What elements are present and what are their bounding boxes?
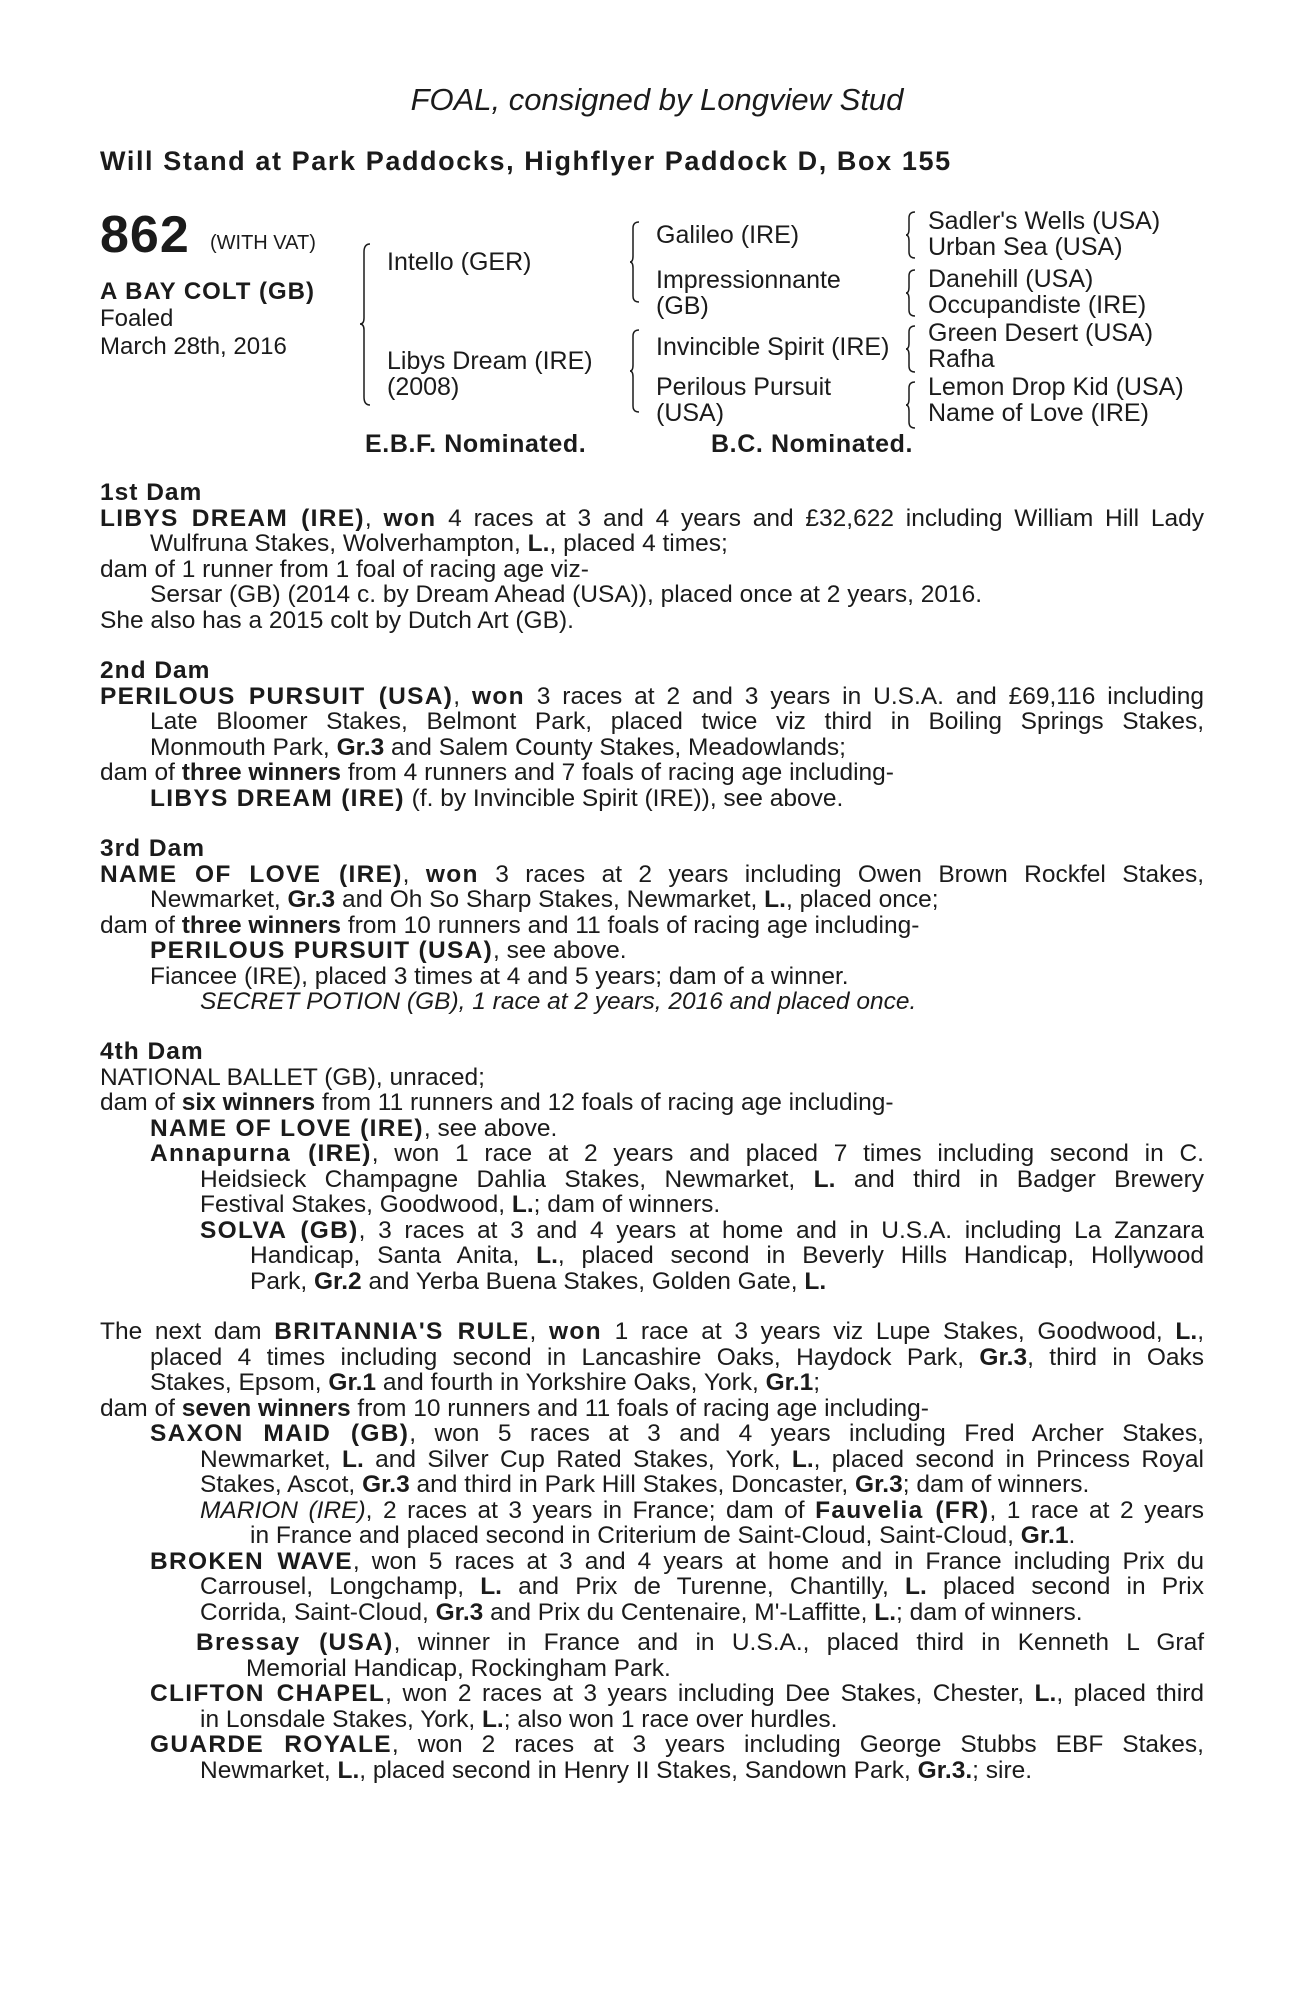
next-dam-section: The next dam BRITANNIA'S RULE, won 1 race at 3 years viz Lupe Stakes, Goodwood, L., placed 4 times including second in Lancashire Oaks, Haydock Park, Gr.3, third in Oaks Stakes, Epsom, Gr.1 and fourth in Yorkshire Oaks, York, Gr.1; dam of seven winners from 10 runners and 11 foals of racing age including- SAXON MAID (GB), won 5 races at 3 and 4 years including Fred Archer Stakes, Newmarket, L. and Silver Cup Rated Stakes, York, L., placed second in Princess Royal Stakes, Ascot, Gr.3 and third in Park Hill Stakes, Doncaster, Gr.3; dam of winners. MARION (IRE), 2 races at 3 years in France; dam of Fauvelia (FR), 1 race at 2 years in France and placed second in Criterium de Saint-Cloud, Saint-Cloud, Gr.1. BROKEN WAVE, won 5 races at 3 and 4 years at home and in France including Prix du Carrousel, Longchamp, L. and Prix de Turenne, Chantilly, L. placed second in Prix Corrida, Saint-Cloud, Gr.3 and Prix du Centenaire, M'-Laffitte, L.; dam of winners. Bressay (USA), winner in France and in U.S.A., placed third in Kenneth L Graf Memorial Handicap, Rockingham Park. CLIFTON CHAPEL, won 2 races at 3 years including Dee Stakes, Chester, L., placed third in Lonsdale Stakes, York, L.; also won 1 race over hurdles. GUARDE ROYALE, won 2 races at 3 years including George Stubbs EBF Stakes, Newmarket, L., placed second in Henry II Stakes, Sandown Park, Gr.3.; sire. [100,1318,1205,1784]
foaled-date: March 28th, 2016 [100,333,287,360]
produce-entry: CLIFTON CHAPEL, won 2 races at 3 years including Dee Stakes, Chester, L., placed third [150,1680,1204,1707]
first-dam-section: 1st Dam LIBYS DREAM (IRE), won 4 races at 3 and 4 years and £32,622 including William Hill Lady Wulfruna Stakes, Wolverhampton, L., placed 4 times; dam of 1 runner from 1 foal of racing age viz- Sersar (GB) (2014 c. by Dream Ahead (USA)), placed once at 2 years, 2016. She also has a 2015 colt by Dutch Art (GB). [100,479,1204,634]
produce-entry: GUARDE ROYALE, won 2 races at 3 years including George Stubbs EBF Stakes, [150,1731,1204,1758]
produce-entry: Fiancee (IRE), placed 3 times at 4 and 5 years; dam of a winner. [150,962,849,990]
sire-line-bracket [630,220,642,304]
produce-entry: SECRET POTION (GB), 1 race at 2 years, 2016 and placed once. [200,988,917,1015]
dam-line-bracket [630,328,642,414]
sire-dam-name: Impressionnante [656,266,841,294]
foaled-label: Foaled [100,305,174,332]
produce-entry: LIBYS DREAM (IRE) (f. by Invincible Spirit (IRE)), see above. [150,784,844,812]
produce-entry: SAXON MAID (GB), won 5 races at 3 and 4 years including Fred Archer Stakes, [150,1420,1204,1447]
ggs-sadlers-wells: Sadler's Wells (USA) [928,207,1161,235]
lot-number: 862 [100,206,190,264]
consignment-line: FOAL, consigned by Longview Stud [410,82,904,117]
fourth-dam-section: 4th Dam NATIONAL BALLET (GB), unraced; dam of six winners from 11 runners and 12 foals of racing age including- NAME OF LOVE (IRE), see above. Annapurna (IRE), won 1 race at 2 years and placed 7 times including second in C. Heidsieck Champagne Dahlia Stakes, Newmarket, L. and third in Badger Brewery Festival Stakes, Goodwood, L.; dam of winners. SOLVA (GB), 3 races at 3 and 4 years at home and in U.S.A. including La Zanzara Handicap, Santa Anita, L., placed second in Beverly Hills Handicap, Hollywood Park, Gr.2 and Yerba Buena Stakes, Golden Gate, L. [100,1038,1204,1295]
invincible-spirit-bracket [906,324,918,374]
ggs-danehill: Danehill (USA) [928,265,1094,293]
ggs-lemon-drop-kid: Lemon Drop Kid (USA) [928,373,1184,401]
produce-entry: MARION (IRE), 2 races at 3 years in France; dam of Fauvelia (FR), 1 race at 2 years [200,1496,1205,1524]
ggd-occupandiste: Occupandiste (IRE) [928,291,1147,319]
produce-entry: PERILOUS PURSUIT (USA), see above. [150,937,627,964]
section-heading: 2nd Dam [100,657,211,684]
horse-name: NAME OF LOVE (IRE) [100,860,403,888]
section-heading: 1st Dam [100,479,203,506]
dam-year: (2008) [387,373,460,401]
horse-name: PERILOUS PURSUIT (USA) [100,682,454,710]
dam-dam-name: Perilous Pursuit [656,373,832,401]
produce-entry: SOLVA (GB), 3 races at 3 and 4 years at home and in U.S.A. including La Zanzara [200,1216,1204,1244]
ebf-nominated: E.B.F. Nominated. [365,430,587,458]
horse-name: LIBYS DREAM (IRE) [100,504,365,532]
produce-entry: Annapurna (IRE), won 1 race at 2 years and placed 7 times including second in C. [150,1140,1204,1167]
dam-dam-country: (USA) [656,399,725,427]
ggd-rafha: Rafha [928,345,995,373]
ggd-name-of-love: Name of Love (IRE) [928,399,1149,427]
section-heading: 4th Dam [100,1038,204,1065]
produce-entry: NAME OF LOVE (IRE), see above. [150,1114,558,1142]
horse-name: BRITANNIA'S RULE [274,1318,530,1345]
sire-dam-bracket [360,242,374,407]
bc-nominated: B.C. Nominated. [711,430,914,458]
ggd-urban-sea: Urban Sea (USA) [928,233,1123,261]
impressionnante-bracket [906,268,918,318]
galileo-bracket [906,210,918,260]
section-heading: 3rd Dam [100,835,206,862]
ggs-green-desert: Green Desert (USA) [928,319,1154,347]
dam-name: Libys Dream (IRE) [387,347,593,375]
lot-title: A BAY COLT (GB) [100,278,316,305]
sire-sire-name: Galileo (IRE) [656,221,800,249]
vat-note: (WITH VAT) [210,232,316,254]
produce-entry: BROKEN WAVE, won 5 races at 3 and 4 years at home and in France including Prix du [150,1547,1204,1575]
produce-entry: Bressay (USA), winner in France and in U.S.A., placed third in Kenneth L Graf [196,1629,1204,1656]
stand-location: Will Stand at Park Paddocks, Highflyer Paddock D, Box 155 [100,146,952,176]
produce-entry: Sersar (GB) (2014 c. by Dream Ahead (USA)), placed once at 2 years, 2016. [150,581,983,608]
sire-name: Intello (GER) [387,248,532,276]
dam-sire-name: Invincible Spirit (IRE) [656,333,890,361]
sire-dam-country: (GB) [656,292,709,320]
second-dam-section: 2nd Dam PERILOUS PURSUIT (USA), won 3 races at 2 and 3 years in U.S.A. and £69,116 including Late Bloomer Stakes, Belmont Park, placed twice viz third in Boiling Springs Stakes, Monmouth Park, Gr.3 and Salem County Stakes, Meadowlands; dam of three winners from 4 runners and 7 foals of racing age including- LIBYS DREAM (IRE) (f. by Invincible Spirit (IRE)), see above. [100,657,1204,812]
third-dam-section: 3rd Dam NAME OF LOVE (IRE), won 3 races at 2 years including Owen Brown Rockfel Stakes, Newmarket, Gr.3 and Oh So Sharp Stakes, Newmarket, L., placed once; dam of three winners from 10 runners and 11 foals of racing age including- PERILOUS PURSUIT (USA), see above. Fiancee (IRE), placed 3 times at 4 and 5 years; dam of a winner. SECRET POTION (GB), 1 race at 2 years, 2016 and placed once. [100,835,1204,1015]
perilous-pursuit-bracket [906,380,918,430]
